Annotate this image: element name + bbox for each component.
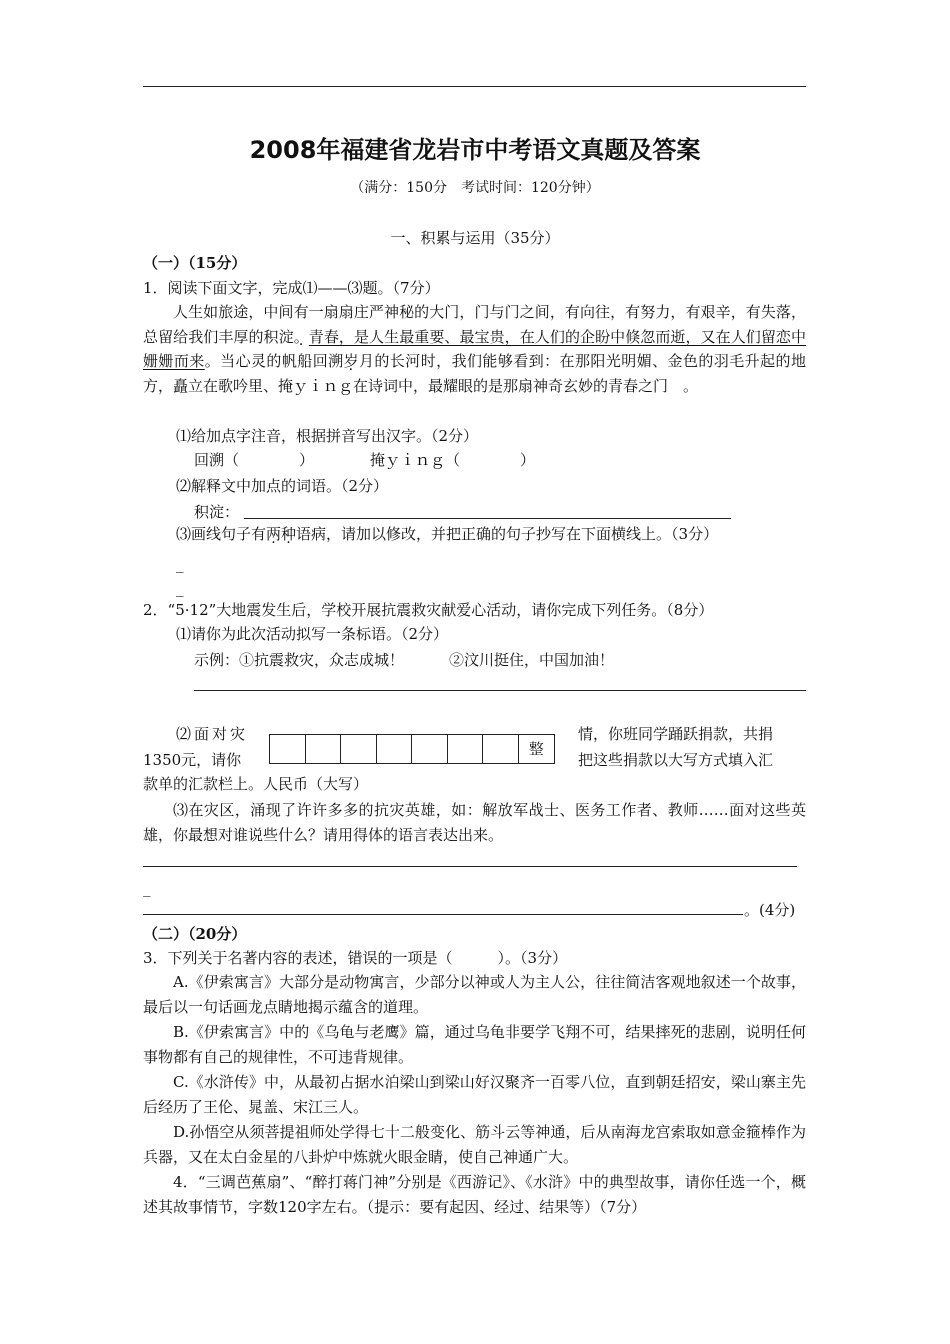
underlined-sentence: 青春，是人生最重要、最宝贵，在人们的企盼中倏忽而逝，又在人们留恋中姗姗而来 — [143, 327, 806, 370]
q2-sub2-right1: 情，你班同学踊跃捐款，共捐 — [578, 725, 774, 743]
answer-blank-mark[interactable]: _ — [176, 579, 184, 597]
q3-option-b[interactable]: B.《伊索寓言》中的《乌龟与老鹰》篇，通过乌龟非要学飞翔不可，结果摔死的悲剧，说明任何事物都有自己的规律性，不可违背规律。 — [143, 1023, 806, 1066]
header-rule — [143, 86, 806, 87]
dotted-char-su: 溯 — [328, 352, 344, 370]
amount-box[interactable] — [483, 735, 519, 763]
passage-text-b: 。 — [293, 327, 309, 346]
q4-stem: 4．“三调芭蕉扇”、“醉打蒋门神”分别是《西游记》、《水浒》中的典型故事，请你任选一个，概述其故事情节，字数120字左右。（提示：要有起因、经过、结果等）（7分） — [143, 1173, 806, 1216]
amount-box[interactable] — [306, 735, 342, 763]
amount-box[interactable] — [341, 735, 377, 763]
answer-blank-mark[interactable]: _ — [176, 555, 184, 573]
q1-stem: 1．阅读下面文字，完成⑴——⑶题。（7分） — [143, 279, 440, 297]
q2-sub2-line3: 款单的汇款栏上。人民币（大写） — [143, 775, 369, 793]
amount-box-zheng: 整 — [528, 740, 544, 758]
amount-box[interactable] — [270, 735, 306, 763]
amount-box[interactable] — [377, 735, 413, 763]
q3-option-d[interactable]: D.孙悟空从须菩提祖师处学得七十二般变化、筋斗云等神通，后从南海龙宫索取如意金箍棒作为兵器，又在太白金星的八卦炉中炼就火眼金睛，使自己神通广大。 — [143, 1123, 806, 1166]
q1-sub1-blank-a[interactable]: 回溯（ ） — [194, 451, 315, 469]
part1-heading: 一、积累与运用（35分） — [390, 229, 560, 247]
q1-sub2-label: 积淀： — [194, 503, 240, 521]
remittance-boxes — [269, 734, 555, 764]
answer-line[interactable] — [244, 518, 731, 519]
q2-example: 示例：①抗震救灾，众志成城！ ②汶川挺住，中国加油！ — [194, 651, 615, 669]
q1-passage — [143, 300, 806, 398]
page-subtitle: （满分：150分 考试时间：120分钟） — [350, 180, 600, 196]
section2-heading: （二）（20分） — [143, 925, 247, 943]
q2-sub2-left1: ⑵面对灾 — [176, 725, 249, 743]
answer-line[interactable] — [143, 866, 797, 867]
passage-text-a: 人生如旅途，中间有一扇扇庄严神秘的大门，门与门之间，有向往，有努力，有艰辛，有失落，总留给我们丰厚的积 — [143, 303, 806, 346]
passage-text-d: 岁月的长河时，我们能够看到：在那阳光明媚、金色的羽毛升起的地方，矗立在歌吟里、掩ｙｉｎｇ在诗词中，最耀眼的是那扇神奇玄妙的青春之门 。 — [143, 352, 806, 395]
page-title: 2008年福建省龙岩市中考语文真题及答案 — [249, 136, 701, 164]
q1-sub1: ⑴给加点字注音，根据拼音写出汉字。（2分） — [176, 427, 479, 445]
q2-sub2-right2: 把这些捐款以大写方式填入汇 — [578, 751, 774, 769]
amount-box[interactable] — [448, 735, 484, 763]
answer-line[interactable] — [143, 914, 743, 915]
sub3-text-b: 语病，请加以修改，并把正确的句子抄写在下面横线上。（3分） — [296, 525, 719, 543]
sub3-text-a: ⑶画线句子有 — [176, 525, 267, 543]
dotted-char-zhong: 种 — [281, 525, 297, 543]
amount-box[interactable] — [412, 735, 448, 763]
q2-sub2-left2: 1350元，请你 — [143, 751, 242, 769]
q3-stem: 3．下列关于名著内容的表述，错误的一项是（ ）。（3分） — [143, 949, 568, 967]
dotted-char-dian: 淀 — [278, 327, 294, 346]
q2-stem: 2．“5·12”大地震发生后，学校开展抗震救灾献爱心活动，请你完成下列任务。（8分） — [143, 601, 714, 619]
dotted-char-liang: 两 — [266, 525, 282, 543]
answer-blank-mark[interactable]: _ — [143, 879, 151, 897]
answer-line[interactable] — [194, 690, 806, 691]
q1-sub3 — [176, 522, 718, 546]
q3-option-a[interactable]: A.《伊索寓言》大部分是动物寓言，少部分以神或人为主人公，往往简洁客观地叙述一个故事，最后以一句话画龙点睛地揭示蕴含的道理。 — [143, 973, 806, 1016]
q3-option-c[interactable]: C.《水浒传》中，从最初占据水泊梁山到梁山好汉聚齐一百零八位，直到朝廷招安，梁山寨主先后经历了王伦、晁盖、宋江三人。 — [143, 1073, 806, 1116]
q2-score: 。(4分) — [744, 901, 796, 919]
q2-sub3: ⑶在灾区，涌现了许许多多的抗灾英雄，如：解放军战士、医务工作者、教师……面对这些英雄，你最想对谁说些什么？请用得体的语言表达出来。 — [143, 801, 806, 844]
q1-sub2: ⑵解释文中加点的词语。（2分） — [176, 477, 389, 495]
passage-text-c: 。当心灵的帆船回 — [204, 352, 329, 370]
section1-heading: （一）（15分） — [143, 254, 247, 272]
q1-sub1-blank-b[interactable]: 掩ｙｉｎｇ（ ） — [370, 451, 536, 469]
q2-sub1: ⑴请你为此次活动拟写一条标语。（2分） — [176, 625, 449, 643]
